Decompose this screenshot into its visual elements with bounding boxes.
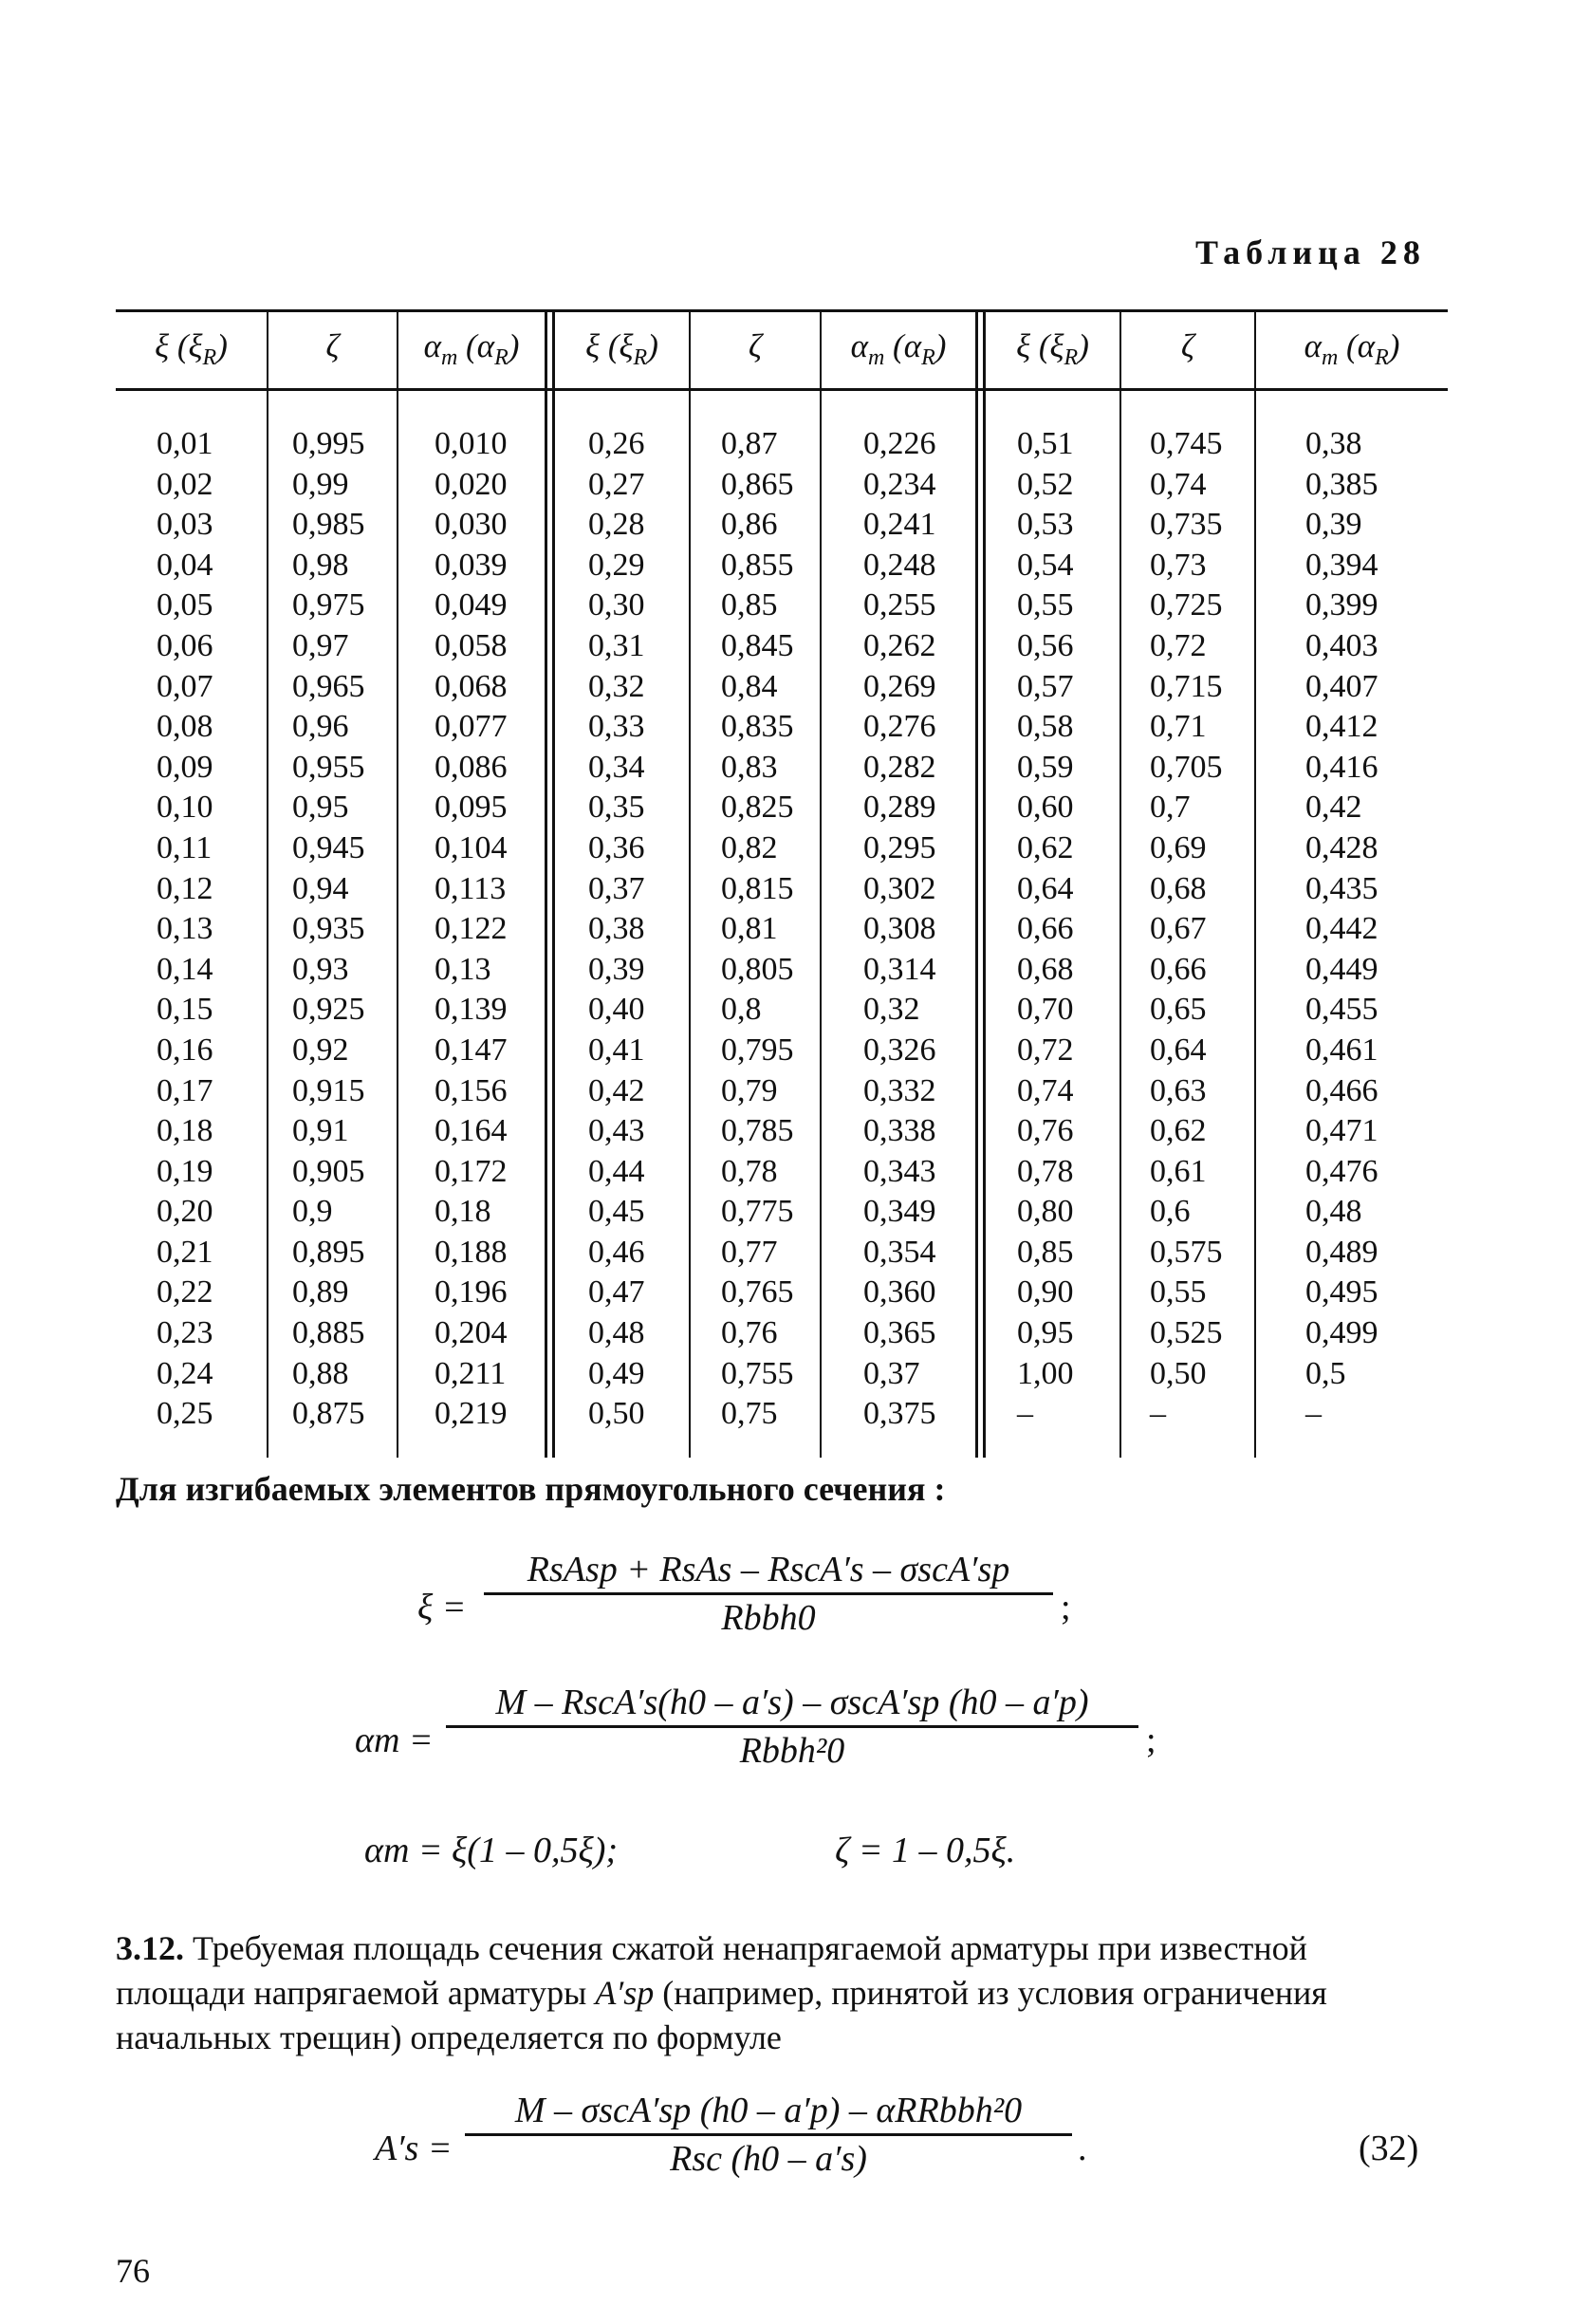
table-cell: 0,94 [292, 870, 349, 906]
header-xi: ξ $(\xi_R)$ [155, 327, 228, 370]
table-cell: 0,64 [1017, 870, 1074, 906]
table-cell: 0,865 [721, 466, 794, 502]
table-cell: 0,326 [863, 1032, 936, 1068]
table-cell: 0,188 [435, 1234, 508, 1270]
table-cell: 0,28 [588, 507, 645, 543]
table-cell: 0,226 [863, 426, 936, 461]
table-cell: 0,38 [588, 911, 645, 947]
header-alpha: $\alpha_m$ $(\alpha_R)$ [1304, 327, 1400, 370]
table-cell: 0,08 [157, 709, 213, 745]
table-cell: 0,375 [863, 1396, 936, 1432]
table-cell: 0,95 [292, 790, 349, 826]
table-cell: 0,289 [863, 790, 936, 826]
table-cell: 0,403 [1305, 627, 1378, 663]
table-cell: 0,885 [292, 1315, 365, 1351]
table-cell: 0,74 [1017, 1072, 1074, 1108]
table-cell: 0,262 [863, 627, 936, 663]
table-cell: 0,33 [588, 709, 645, 745]
table-cell: 0,6 [1150, 1194, 1191, 1230]
table-cell: 0,269 [863, 668, 936, 704]
table-cell: 0,12 [157, 870, 213, 906]
table-cell: 0,62 [1017, 829, 1074, 865]
table-cell: 0,59 [1017, 749, 1074, 785]
table-cell: 0,55 [1150, 1274, 1207, 1311]
table-cell: 0,04 [157, 547, 213, 583]
table-column [292, 424, 365, 1435]
table-cell: 0,32 [863, 992, 920, 1028]
group-divider [552, 309, 555, 1458]
table-cell: 0,35 [588, 790, 645, 826]
paragraph-3-12 [116, 1926, 1444, 2060]
table-cell: 0,27 [588, 466, 645, 502]
table-cell: 0,26 [588, 426, 645, 461]
formula-32 [465, 2090, 1072, 2180]
formula-32-denominator: Rsc (h0 – a′s) [670, 2139, 867, 2179]
table-cell: 0,71 [1150, 709, 1207, 745]
group-divider [545, 309, 547, 1458]
table-cell: 0,113 [435, 870, 507, 906]
table-cell: 0,49 [588, 1355, 645, 1391]
table-cell: 0,19 [157, 1153, 213, 1189]
table-cell: 0,314 [863, 951, 936, 987]
formula-am [446, 1682, 1138, 1772]
table-cell: 0,785 [721, 1113, 794, 1149]
table-cell: 0,385 [1305, 466, 1378, 502]
table-cell: 0,03 [157, 507, 213, 543]
table-cell: 0,805 [721, 951, 794, 987]
table-cell: 0,39 [588, 951, 645, 987]
table-cell: 0,01 [157, 426, 213, 461]
formula-am-simple: αm = ξ(1 – 0,5ξ); [364, 1831, 619, 1870]
table-cell: 0,049 [435, 587, 508, 623]
table-cell: 0,67 [1150, 911, 1207, 947]
table-cell: 0,343 [863, 1153, 936, 1189]
table-cell: 0,50 [1150, 1355, 1207, 1391]
column-divider [1254, 309, 1256, 1458]
table-cell: 0,010 [435, 426, 508, 461]
formula-xi-lhs: ξ = [417, 1588, 467, 1627]
table-cell: 0,416 [1305, 749, 1378, 785]
paragraph-text: (например, принятой из условия ограничения начальных трещин) определяется по формуле [116, 1974, 1327, 2056]
group-divider [983, 309, 986, 1458]
table-cell: 0,32 [588, 668, 645, 704]
table-cell: 0,795 [721, 1032, 794, 1068]
table-cell: 0,8 [721, 992, 762, 1028]
table-cell: 0,308 [863, 911, 936, 947]
table-cell: 0,46 [588, 1234, 645, 1270]
table-cell: 0,66 [1017, 911, 1074, 947]
header-alpha: $\alpha_m$ $(\alpha_R)$ [423, 327, 520, 370]
table-cell: 0,030 [435, 507, 508, 543]
table-cell: 0,25 [157, 1396, 213, 1432]
table-cell: 0,077 [435, 709, 508, 745]
table-cell: 0,43 [588, 1113, 645, 1149]
table-cell: 0,455 [1305, 992, 1378, 1028]
table-cell: 0,30 [588, 587, 645, 623]
table-cell: 0,122 [435, 911, 508, 947]
table-cell: 0,276 [863, 709, 936, 745]
table-cell: 0,845 [721, 627, 794, 663]
table-cell: 0,095 [435, 790, 508, 826]
table-cell: 0,84 [721, 668, 778, 704]
table-column [1150, 424, 1223, 1435]
table-cell: 0,835 [721, 709, 794, 745]
table-cell: 0,248 [863, 547, 936, 583]
table-cell: 0,241 [863, 507, 936, 543]
formula-32-lhs: A′s = [375, 2129, 453, 2168]
table-cell: 0,02 [157, 466, 213, 502]
table-cell: 1,00 [1017, 1355, 1074, 1391]
table-cell: 0,76 [721, 1315, 778, 1351]
intro-text: Для изгибаемых элементов прямоугольного сечения : [116, 1470, 946, 1508]
table-cell: 0,31 [588, 627, 645, 663]
table-cell: 0,725 [1150, 587, 1223, 623]
table-cell: 0,63 [1150, 1072, 1207, 1108]
table-cell: 0,915 [292, 1072, 365, 1108]
table-cell: 0,89 [292, 1274, 349, 1311]
table-cell: 0,09 [157, 749, 213, 785]
formula-xi [484, 1549, 1053, 1639]
table-caption: Таблица 28 [1195, 233, 1426, 271]
table-cell: 0,23 [157, 1315, 213, 1351]
table-column [588, 424, 645, 1435]
table-cell: 0,449 [1305, 951, 1378, 987]
table-cell: 0,525 [1150, 1315, 1223, 1351]
table-cell: 0,338 [863, 1113, 936, 1149]
table-cell: 0,10 [157, 790, 213, 826]
table-cell: 0,52 [1017, 466, 1074, 502]
table-cell: 0,435 [1305, 870, 1378, 906]
formula-am-numerator: M – RscA′s(h0 – a′s) – σscA′sp (h0 – a′p) [495, 1683, 1089, 1722]
table-cell: 0,855 [721, 547, 794, 583]
table-cell: 0,78 [721, 1153, 778, 1189]
header-zeta: ζ [325, 327, 340, 364]
table-cell: 0,55 [1017, 587, 1074, 623]
table-cell: 0,48 [588, 1315, 645, 1351]
table-column [1305, 424, 1378, 1435]
table-cell: 0,407 [1305, 668, 1378, 704]
table-cell: 0,815 [721, 870, 794, 906]
fraction-bar [446, 1725, 1138, 1728]
table-cell: 0,068 [435, 668, 508, 704]
table-cell: 0,06 [157, 627, 213, 663]
table-cell: 0,394 [1305, 547, 1378, 583]
formula-am-end: ; [1146, 1720, 1156, 1760]
formula-xi-numerator: RsAsp + RsAs – RscA′s – σscA′sp [527, 1550, 1010, 1590]
table-cell: 0,83 [721, 749, 778, 785]
table-cell: 0,147 [435, 1032, 508, 1068]
table-cell: 0,104 [435, 829, 508, 865]
formula-am-lhs: αm = [355, 1720, 434, 1760]
table-cell: 0,85 [1017, 1234, 1074, 1270]
table-cell: 0,05 [157, 587, 213, 623]
header-zeta: ζ [1180, 327, 1195, 364]
table-cell: 0,38 [1305, 426, 1362, 461]
header-alpha: $\alpha_m$ $(\alpha_R)$ [850, 327, 947, 370]
table-cell: 0,705 [1150, 749, 1223, 785]
table-cell: 0,34 [588, 749, 645, 785]
table-cell: 0,62 [1150, 1113, 1207, 1149]
table-cell: 0,42 [588, 1072, 645, 1108]
table-cell: 0,42 [1305, 790, 1362, 826]
table-cell: 0,489 [1305, 1234, 1378, 1270]
table-cell: 0,755 [721, 1355, 794, 1391]
formula-32-numerator: M – σscA′sp (h0 – a′p) – αRRbbh²0 [514, 2091, 1023, 2130]
table-cell: 0,85 [721, 587, 778, 623]
table-cell: 0,39 [1305, 507, 1362, 543]
table-cell: 0,955 [292, 749, 365, 785]
table-cell: 0,92 [292, 1032, 349, 1068]
table-cell: 0,905 [292, 1153, 365, 1189]
table-cell: 0,825 [721, 790, 794, 826]
table-cell: 0,88 [292, 1355, 349, 1391]
table-cell: 0,360 [863, 1274, 936, 1311]
table-cell: 0,975 [292, 587, 365, 623]
table-cell: 0,81 [721, 911, 778, 947]
table-cell: 0,47 [588, 1274, 645, 1311]
table-cell: 0,45 [588, 1194, 645, 1230]
table-cell: 0,72 [1017, 1032, 1074, 1068]
table-cell: 0,57 [1017, 668, 1074, 704]
table-cell: 0,73 [1150, 547, 1207, 583]
table-cell: 0,5 [1305, 1355, 1346, 1391]
table-cell: 0,95 [1017, 1315, 1074, 1351]
table-cell: 0,98 [292, 547, 349, 583]
group-divider [975, 309, 978, 1458]
table-cell: 0,211 [435, 1355, 507, 1391]
table-cell: 0,76 [1017, 1113, 1074, 1149]
table-cell: 0,56 [1017, 627, 1074, 663]
column-divider [397, 309, 398, 1458]
fraction-bar [484, 1592, 1053, 1595]
table-cell: 0,65 [1150, 992, 1207, 1028]
formula-xi-denominator: Rbbh0 [721, 1598, 816, 1638]
table-cell: 0,75 [721, 1396, 778, 1432]
table-cell: 0,13 [157, 911, 213, 947]
fraction-bar [465, 2133, 1072, 2136]
table-cell: 0,14 [157, 951, 213, 987]
table-cell: 0,219 [435, 1396, 508, 1432]
table-cell: 0,77 [721, 1234, 778, 1270]
table-cell: 0,53 [1017, 507, 1074, 543]
table-cell: 0,13 [435, 951, 491, 987]
table-cell: 0,139 [435, 992, 508, 1028]
paragraph-text: Требуемая площадь сечения сжатой ненапрягаемой арматуры при известной площади напрягаемой арматуры [116, 1929, 1307, 2012]
table-cell: 0,295 [863, 829, 936, 865]
table-cell: 0,17 [157, 1072, 213, 1108]
table-cell: 0,37 [588, 870, 645, 906]
table-cell: 0,735 [1150, 507, 1223, 543]
paragraph-symbol: A′sp [595, 1974, 655, 2012]
table-cell: 0,70 [1017, 992, 1074, 1028]
table-cell: 0,48 [1305, 1194, 1362, 1230]
table-cell: 0,40 [588, 992, 645, 1028]
table-cell: 0,172 [435, 1153, 508, 1189]
table-cell: – [1017, 1396, 1033, 1432]
table-cell: 0,20 [157, 1194, 213, 1230]
table-top-rule [116, 309, 1448, 312]
table-cell: 0,164 [435, 1113, 508, 1149]
column-divider [689, 309, 691, 1458]
table-cell: 0,21 [157, 1234, 213, 1270]
header-xi: ξ $(\xi_R)$ [1016, 327, 1089, 370]
table-cell: 0,79 [721, 1072, 778, 1108]
table-column [1017, 424, 1074, 1435]
table-cell: 0,365 [863, 1315, 936, 1351]
table-cell: 0,745 [1150, 426, 1223, 461]
formula-32-end: . [1078, 2129, 1087, 2168]
column-divider [1119, 309, 1121, 1458]
table-cell: 0,715 [1150, 668, 1223, 704]
table-cell: 0,282 [863, 749, 936, 785]
table-cell: 0,37 [863, 1355, 920, 1391]
table-cell: 0,086 [435, 749, 508, 785]
table-cell: 0,36 [588, 829, 645, 865]
table-cell: 0,51 [1017, 426, 1074, 461]
table-cell: 0,80 [1017, 1194, 1074, 1230]
table-cell: 0,86 [721, 507, 778, 543]
table-cell: 0,24 [157, 1355, 213, 1391]
table-cell: 0,234 [863, 466, 936, 502]
table-cell: – [1305, 1396, 1322, 1432]
table-cell: 0,64 [1150, 1032, 1207, 1068]
table-cell: 0,461 [1305, 1032, 1378, 1068]
table-cell: 0,41 [588, 1032, 645, 1068]
table-cell: 0,354 [863, 1234, 936, 1270]
table-cell: 0,93 [292, 951, 349, 987]
table-cell: 0,399 [1305, 587, 1378, 623]
table-cell: 0,466 [1305, 1072, 1378, 1108]
table-cell: 0,349 [863, 1194, 936, 1230]
formula-xi-end: ; [1061, 1588, 1071, 1627]
table-cell: 0,96 [292, 709, 349, 745]
column-divider [820, 309, 822, 1458]
table-cell: 0,204 [435, 1315, 508, 1351]
table-cell: 0,54 [1017, 547, 1074, 583]
table-cell: 0,97 [292, 627, 349, 663]
formula-am-denominator: Rbbh²0 [739, 1731, 845, 1771]
table-cell: 0,60 [1017, 790, 1074, 826]
formula-32-number: (32) [1359, 2129, 1419, 2168]
table-cell: 0,22 [157, 1274, 213, 1311]
table-cell: 0,68 [1017, 951, 1074, 987]
paragraph-number: 3.12. [116, 1929, 184, 1967]
table-cell: 0,90 [1017, 1274, 1074, 1311]
table-cell: 0,99 [292, 466, 349, 502]
table-cell: 0,74 [1150, 466, 1207, 502]
table-cell: 0,412 [1305, 709, 1378, 745]
table-cell: 0,91 [292, 1113, 349, 1149]
table-cell: 0,428 [1305, 829, 1378, 865]
header-zeta: ζ [748, 327, 763, 364]
table-column [435, 424, 508, 1435]
table-cell: 0,58 [1017, 709, 1074, 745]
header-xi: ξ $(\xi_R)$ [585, 327, 658, 370]
table-cell: 0,196 [435, 1274, 508, 1311]
table-cell: 0,985 [292, 507, 365, 543]
table-cell: 0,995 [292, 426, 365, 461]
table-cell: 0,78 [1017, 1153, 1074, 1189]
table-cell: 0,332 [863, 1072, 936, 1108]
table-cell: 0,61 [1150, 1153, 1207, 1189]
page-number: 76 [116, 2252, 150, 2290]
table-cell: 0,7 [1150, 790, 1191, 826]
table-cell: 0,16 [157, 1032, 213, 1068]
table-cell: 0,020 [435, 466, 508, 502]
table-cell: 0,07 [157, 668, 213, 704]
table-cell: 0,575 [1150, 1234, 1223, 1270]
table-cell: 0,29 [588, 547, 645, 583]
table-cell: 0,87 [721, 426, 778, 461]
table-cell: 0,50 [588, 1396, 645, 1432]
table-cell: 0,11 [157, 829, 213, 865]
table-cell: 0,66 [1150, 951, 1207, 987]
table-cell: 0,925 [292, 992, 365, 1028]
table-cell: 0,935 [292, 911, 365, 947]
table-cell: 0,895 [292, 1234, 365, 1270]
table-column [157, 424, 213, 1435]
table-cell: 0,471 [1305, 1113, 1378, 1149]
table-cell: 0,255 [863, 587, 936, 623]
table-cell: 0,775 [721, 1194, 794, 1230]
table-cell: 0,18 [157, 1113, 213, 1149]
table-cell: 0,442 [1305, 911, 1378, 947]
table-cell: 0,765 [721, 1274, 794, 1311]
table-cell: 0,82 [721, 829, 778, 865]
table-column [863, 424, 936, 1435]
table-cell: 0,965 [292, 668, 365, 704]
table-cell: 0,875 [292, 1396, 365, 1432]
table-cell: 0,44 [588, 1153, 645, 1189]
table-cell: 0,18 [435, 1194, 491, 1230]
table-cell: 0,039 [435, 547, 508, 583]
table-cell: 0,68 [1150, 870, 1207, 906]
table-column [721, 424, 794, 1435]
table-cell: 0,69 [1150, 829, 1207, 865]
table-cell: 0,495 [1305, 1274, 1378, 1311]
table-cell: 0,156 [435, 1072, 508, 1108]
table-cell: – [1150, 1396, 1166, 1432]
table-header-rule [116, 388, 1448, 391]
table-cell: 0,058 [435, 627, 508, 663]
formula-zeta-simple: ζ = 1 – 0,5ξ. [835, 1831, 1016, 1870]
table-cell: 0,476 [1305, 1153, 1378, 1189]
table-cell: 0,499 [1305, 1315, 1378, 1351]
table-cell: 0,9 [292, 1194, 333, 1230]
table-cell: 0,15 [157, 992, 213, 1028]
table-cell: 0,302 [863, 870, 936, 906]
column-divider [267, 309, 268, 1458]
table-cell: 0,945 [292, 829, 365, 865]
table-cell: 0,72 [1150, 627, 1207, 663]
